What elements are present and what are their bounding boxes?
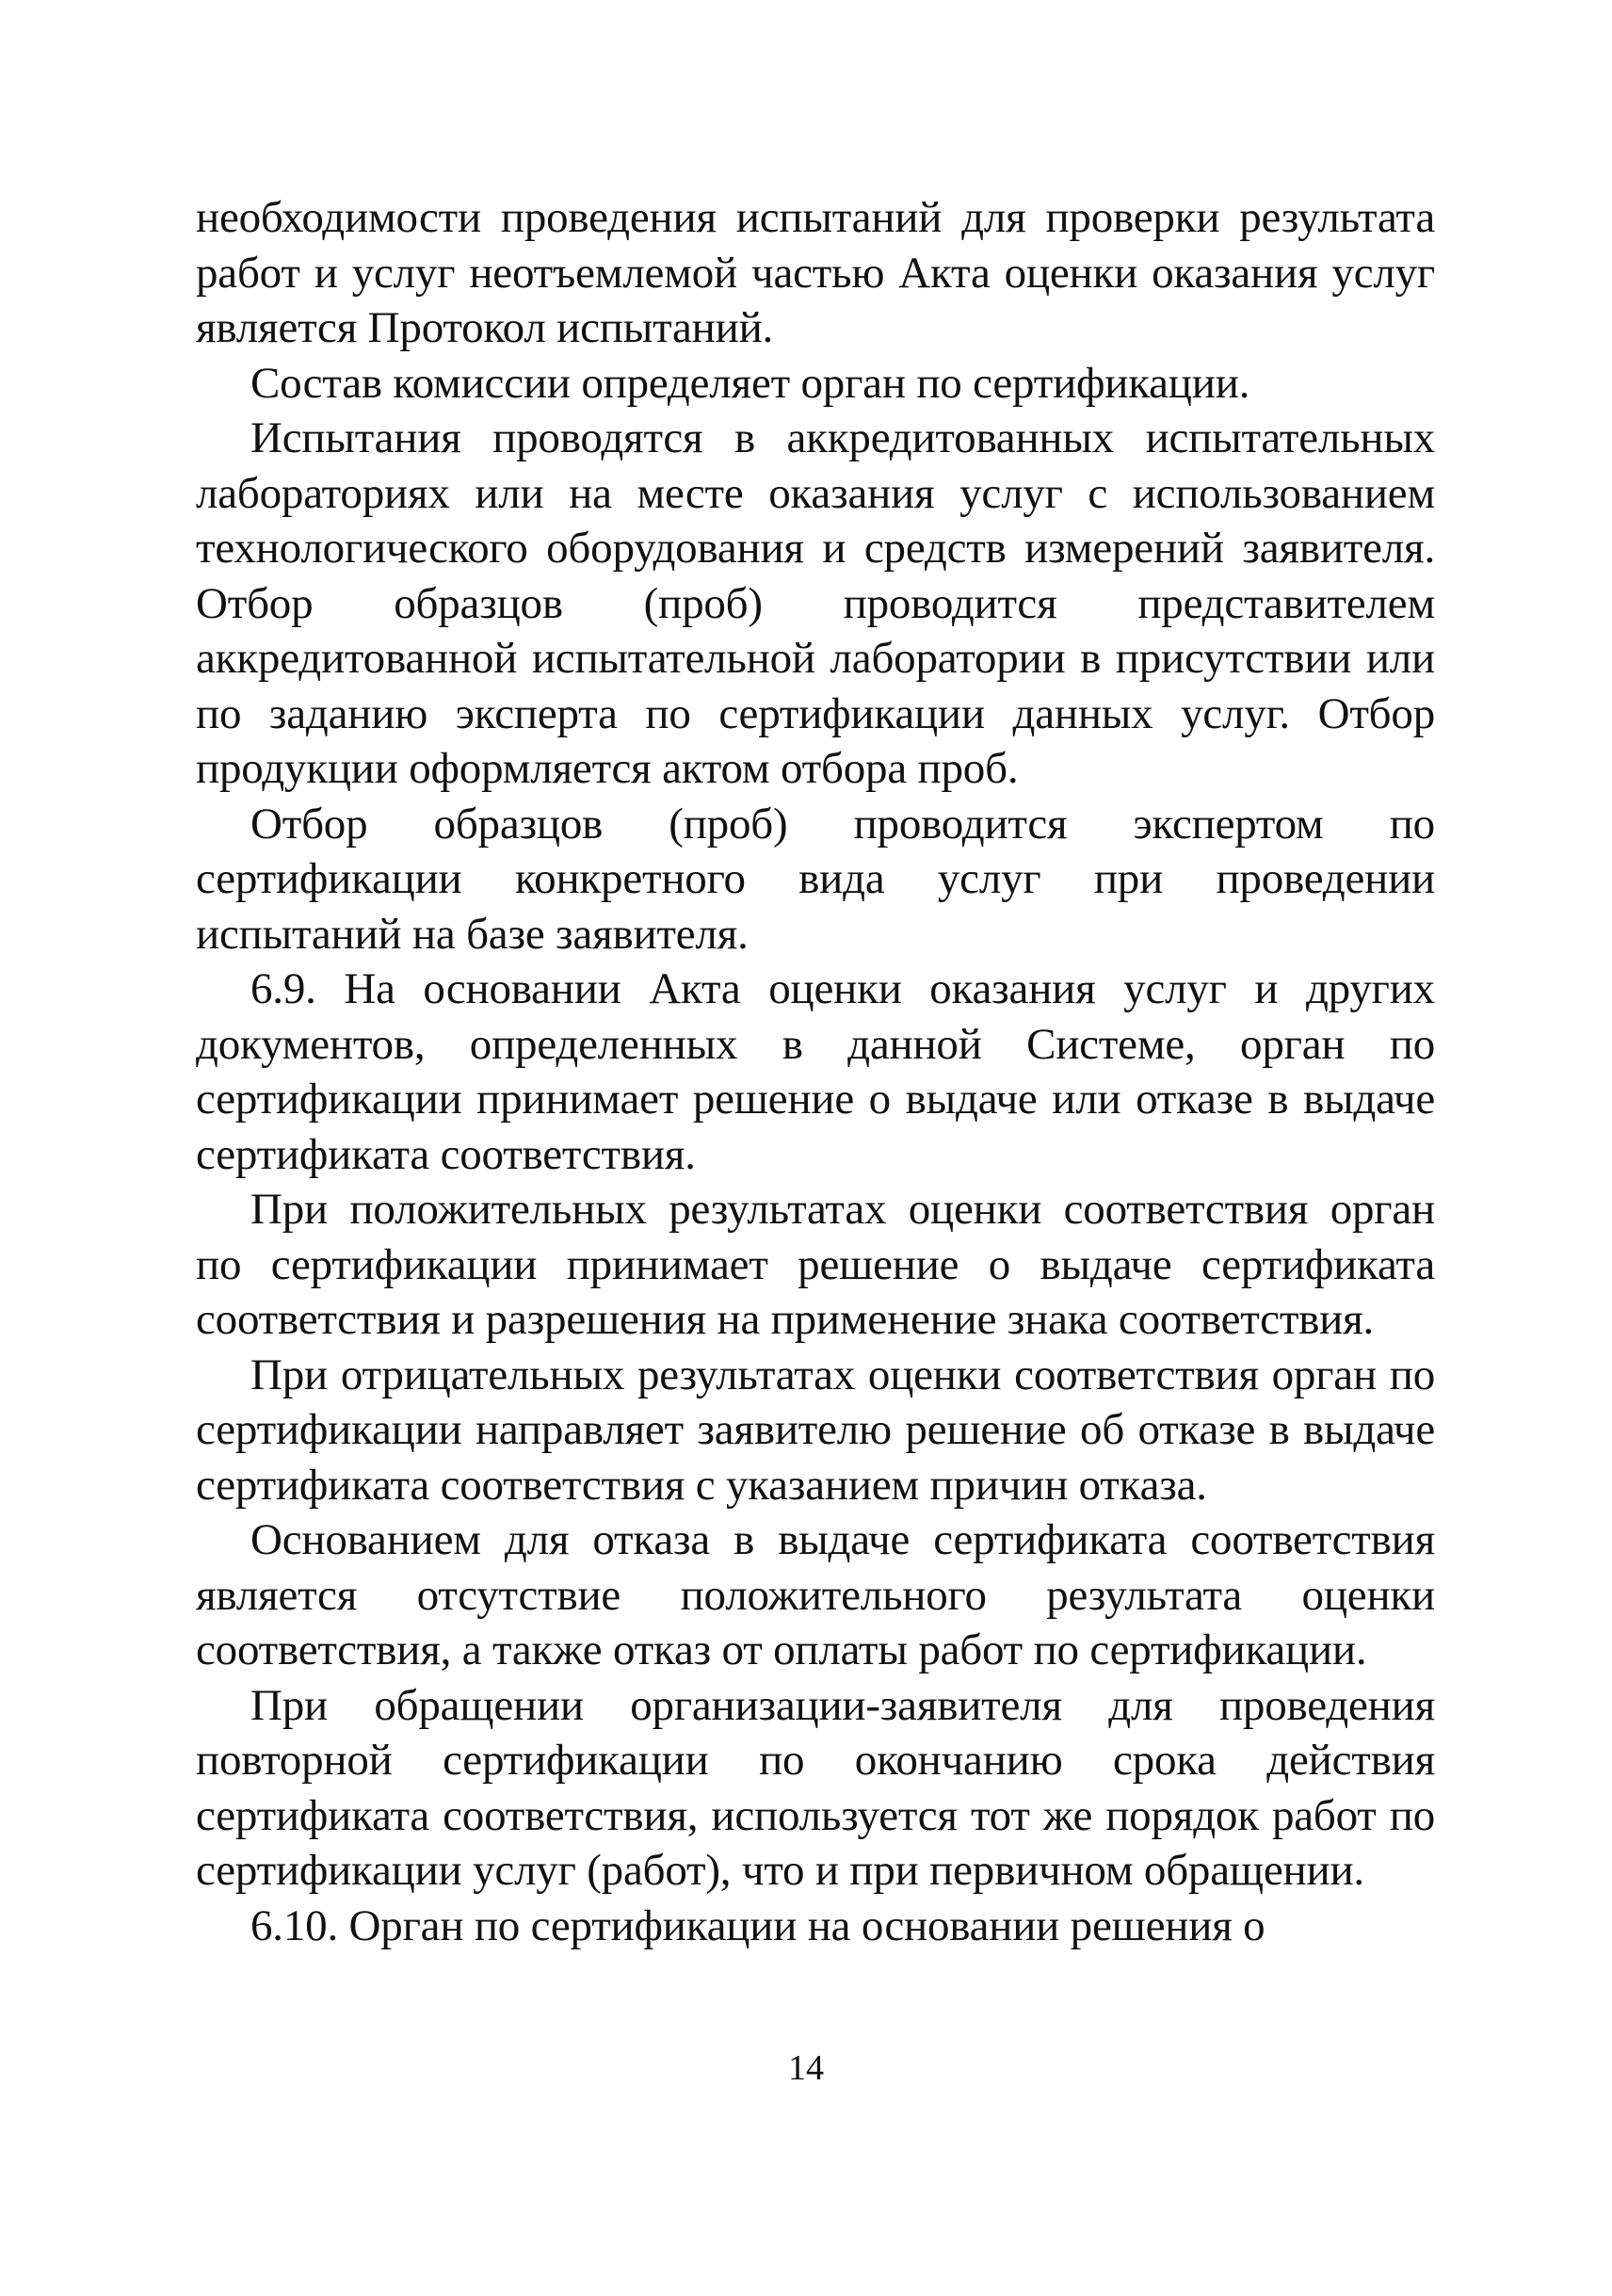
paragraph-positive-results: При положительных результатах оценки соответствия орган по сертификации принимает решение о выдаче сертификата соответствия и разрешения на применение знака соответствия. (196, 1185, 1435, 1344)
paragraph-6-9: 6.9. На основании Акта оценки оказания услуг и других документов, определенных в данной Системе, орган по сертификации принимает решение о выдаче или отказе в выдаче сертификата соответствия. (196, 964, 1435, 1179)
paragraph-recertification: При обращении организации-заявителя для проведения повторной сертификации по окончанию срока действия сертификата соответствия, используется тот же порядок работ по сертификации услуг (работ), что и при первичном обращении. (196, 1680, 1435, 1895)
paragraph-sampling: Отбор образцов (проб) проводится экспертом по сертификации конкретного вида услуг при проведении испытаний на базе заявителя. (196, 799, 1435, 959)
page-number: 14 (788, 2048, 824, 2088)
paragraph-continuation: необходимости проведения испытаний для проверки результата работ и услуг неотъемлемой частью Акта оценки оказания услуг является Протокол испытаний. (196, 193, 1435, 352)
paragraph-commission: Состав комиссии определяет орган по сертификации. (250, 358, 1250, 408)
body-text (196, 190, 1435, 1953)
paragraph-refusal-grounds: Основанием для отказа в выдаче сертификата соответствия является отсутствие положительного результата оценки соответствия, а также отказ от оплаты работ по сертификации. (196, 1515, 1435, 1674)
paragraph-testing: Испытания проводятся в аккредитованных испытательных лабораториях или на месте оказания услуг с использованием технологического оборудования и средств измерений заявителя. Отбор образцов (проб) проводится представителем аккредитованной испытательной лаборатории в присутствии или по заданию эксперта по сертификации данных услуг. Отбор продукции оформляется актом отбора проб. (196, 413, 1435, 793)
paragraph-negative-results: При отрицательных результатах оценки соответствия орган по сертификации направляет заявителю решение об отказе в выдаче сертификата соответствия с указанием причин отказа. (196, 1350, 1435, 1510)
paragraph-6-10: 6.10. Орган по сертификации на основании решения о (250, 1900, 1265, 1950)
